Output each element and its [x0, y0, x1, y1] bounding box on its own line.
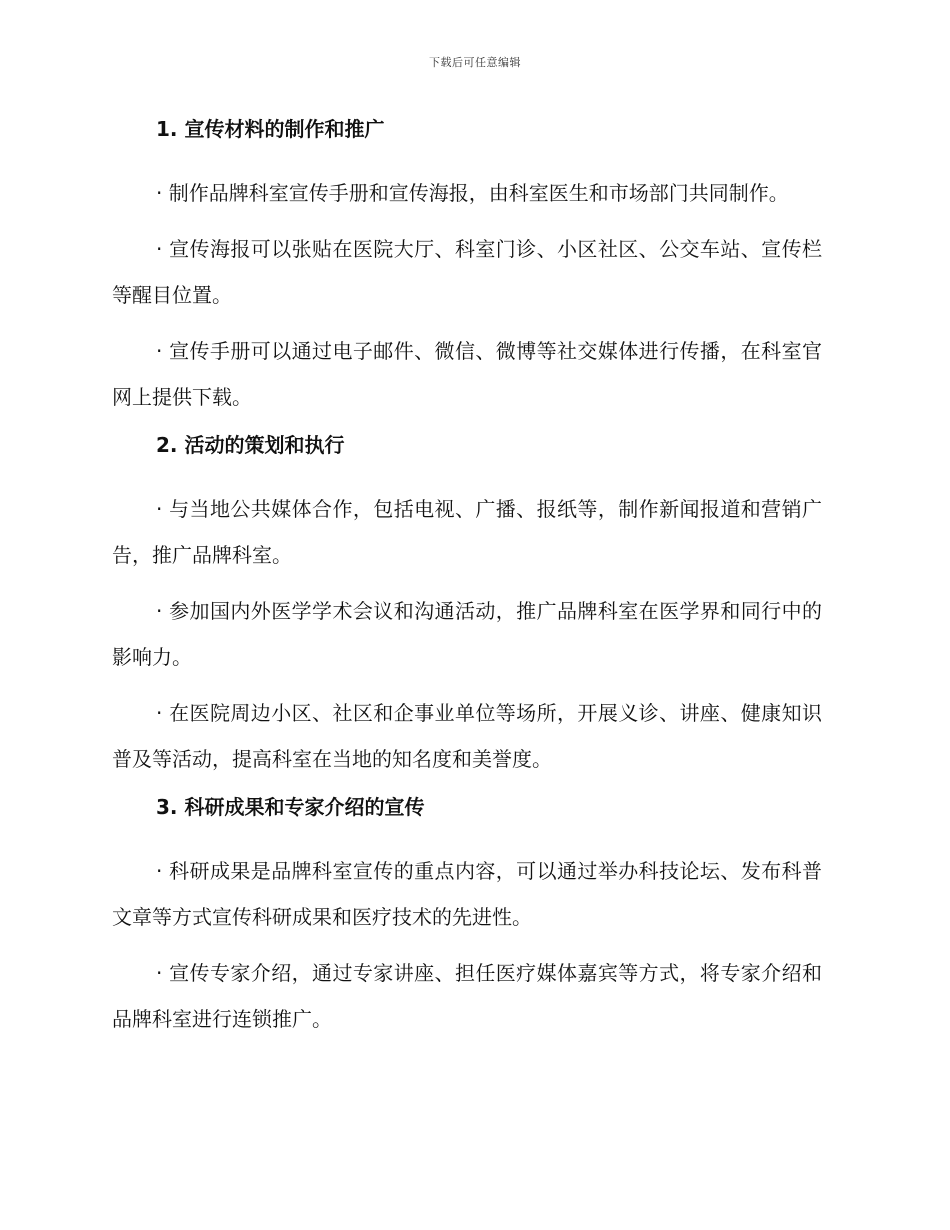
paragraph: · 参加国内外医学学术会议和沟通活动，推广品牌科室在医学界和同行中的影响力。	[112, 599, 822, 669]
section-3	[112, 792, 822, 1042]
paragraph: · 宣传专家介绍，通过专家讲座、担任医疗媒体嘉宾等方式，将专家介绍和品牌科室进行连锁推广。	[112, 961, 822, 1031]
section-heading: 2. 活动的策划和执行	[156, 433, 345, 457]
paragraph: · 宣传海报可以张贴在医院大厅、科室门诊、小区社区、公交车站、宣传栏等醒目位置。	[112, 237, 822, 307]
paragraph: · 宣传手册可以通过电子邮件、微信、微博等社交媒体进行传播，在科室官网上提供下载。	[112, 339, 822, 409]
section-heading: 3. 科研成果和专家介绍的宣传	[156, 795, 425, 819]
page-header-note: 下载后可任意编辑	[429, 56, 521, 69]
paragraph: · 制作品牌科室宣传手册和宣传海报，由科室医生和市场部门共同制作。	[156, 181, 789, 205]
paragraph: · 在医院周边小区、社区和企事业单位等场所，开展义诊、讲座、健康知识普及等活动，提高科室在当地的知名度和美誉度。	[112, 701, 822, 771]
document-body	[112, 114, 822, 1052]
section-heading: 1. 宣传材料的制作和推广	[156, 117, 385, 141]
section-1	[112, 114, 822, 420]
paragraph: · 科研成果是品牌科室宣传的重点内容，可以通过举办科技论坛、发布科普文章等方式宣传科研成果和医疗技术的先进性。	[112, 859, 822, 929]
paragraph: · 与当地公共媒体合作，包括电视、广播、报纸等，制作新闻报道和营销广告，推广品牌科室。	[112, 497, 822, 567]
section-2	[112, 430, 822, 782]
